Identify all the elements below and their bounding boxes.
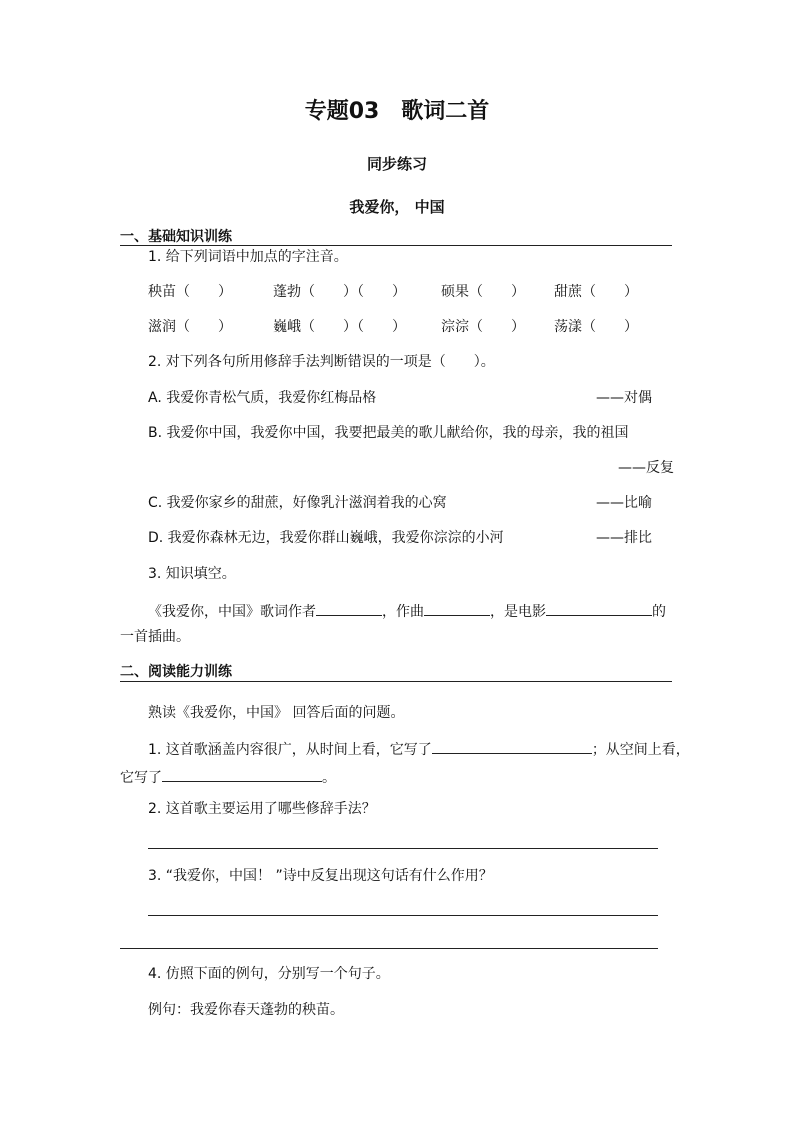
section1-heading: 一、基础知识训练 [120,229,232,245]
page-title: 专题03 歌词二首 [304,99,490,124]
movie-blank[interactable] [546,600,652,616]
section2-divider [120,681,672,682]
s2-q3-prompt: 3. “我爱你，中国！ ”诗中反复出现这句话有什么作用？ [148,868,493,884]
q1-prompt: 1. 给下列词语中加点的字注音。 [148,249,348,265]
q1-word-5: 滋润（ ） [148,319,232,335]
q3-text-5: 一首插曲。 [120,629,190,645]
time-blank[interactable] [432,738,592,754]
q1-word-2: 蓬勃（ ）（ ） [273,284,406,300]
s2-q1-text-4: 。 [322,770,336,786]
q2-option-d: D. 我爱你森林无边，我爱你群山巍峨，我爱你淙淙的小河 [148,530,504,546]
q1-word-3: 硕果（ ） [441,284,525,300]
q2-option-b: B. 我爱你中国，我爱你中国，我要把最美的歌儿献给你，我的母亲，我的祖国 [148,425,629,441]
page-subtitle: 同步练习 [366,155,427,173]
q1-word-1: 秧苗（ ） [148,284,232,300]
q2-option-c-answer: ——比喻 [596,495,652,511]
s2-q4-prompt: 4. 仿照下面的例句，分别写一个句子。 [148,966,390,982]
space-blank[interactable] [162,766,322,782]
q3-text-3: ，是电影 [490,604,546,620]
q2-option-b-answer: ——反复 [618,460,674,476]
s2-q1-line2 [120,766,336,787]
q1-word-8: 荡漾（ ） [554,319,638,335]
q3-text-1: 《我爱你，中国》歌词作者 [148,604,316,620]
s2-q3-answer-line-2[interactable] [120,948,658,949]
reading-intro: 熟读《我爱你，中国》 回答后面的问题。 [148,705,405,721]
q2-prompt: 2. 对下列各句所用修辞手法判断错误的一项是（ ）。 [148,354,495,370]
section1-divider [120,245,672,246]
s2-q2-prompt: 2. 这首歌主要运用了哪些修辞手法？ [148,801,376,817]
q2-option-d-answer: ——排比 [596,530,652,546]
section2-heading: 二、阅读能力训练 [120,664,232,680]
poem-title: 我爱你， 中国 [349,198,445,216]
q3-text-4: 的 [652,604,666,620]
q1-word-6: 巍峨（ ）（ ） [273,319,406,335]
q2-option-a: A. 我爱你青松气质，我爱你红梅品格 [148,390,377,406]
q1-word-4: 甜蔗（ ） [554,284,638,300]
q2-option-c: C. 我爱你家乡的甜蔗，好像乳汁滋润着我的心窝 [148,495,447,511]
q3-prompt: 3. 知识填空。 [148,566,236,582]
s2-example: 例句：我爱你春天蓬勃的秧苗。 [148,1002,344,1018]
s2-q1-text-1: 1. 这首歌涵盖内容很广，从时间上看，它写了 [148,742,432,758]
s2-q1-text-3: 它写了 [120,770,162,786]
s2-q2-answer-line[interactable] [148,848,658,849]
q3-text-2: ，作曲 [382,604,424,620]
s2-q1-line1 [148,738,690,759]
lyricist-blank[interactable] [316,600,382,616]
composer-blank[interactable] [424,600,490,616]
q2-option-a-answer: ——对偶 [596,390,652,406]
q1-word-7: 淙淙（ ） [441,319,525,335]
s2-q1-text-2: ；从空间上看， [591,742,690,758]
q3-fill-line [148,600,666,621]
s2-q3-answer-line-1[interactable] [148,915,658,916]
